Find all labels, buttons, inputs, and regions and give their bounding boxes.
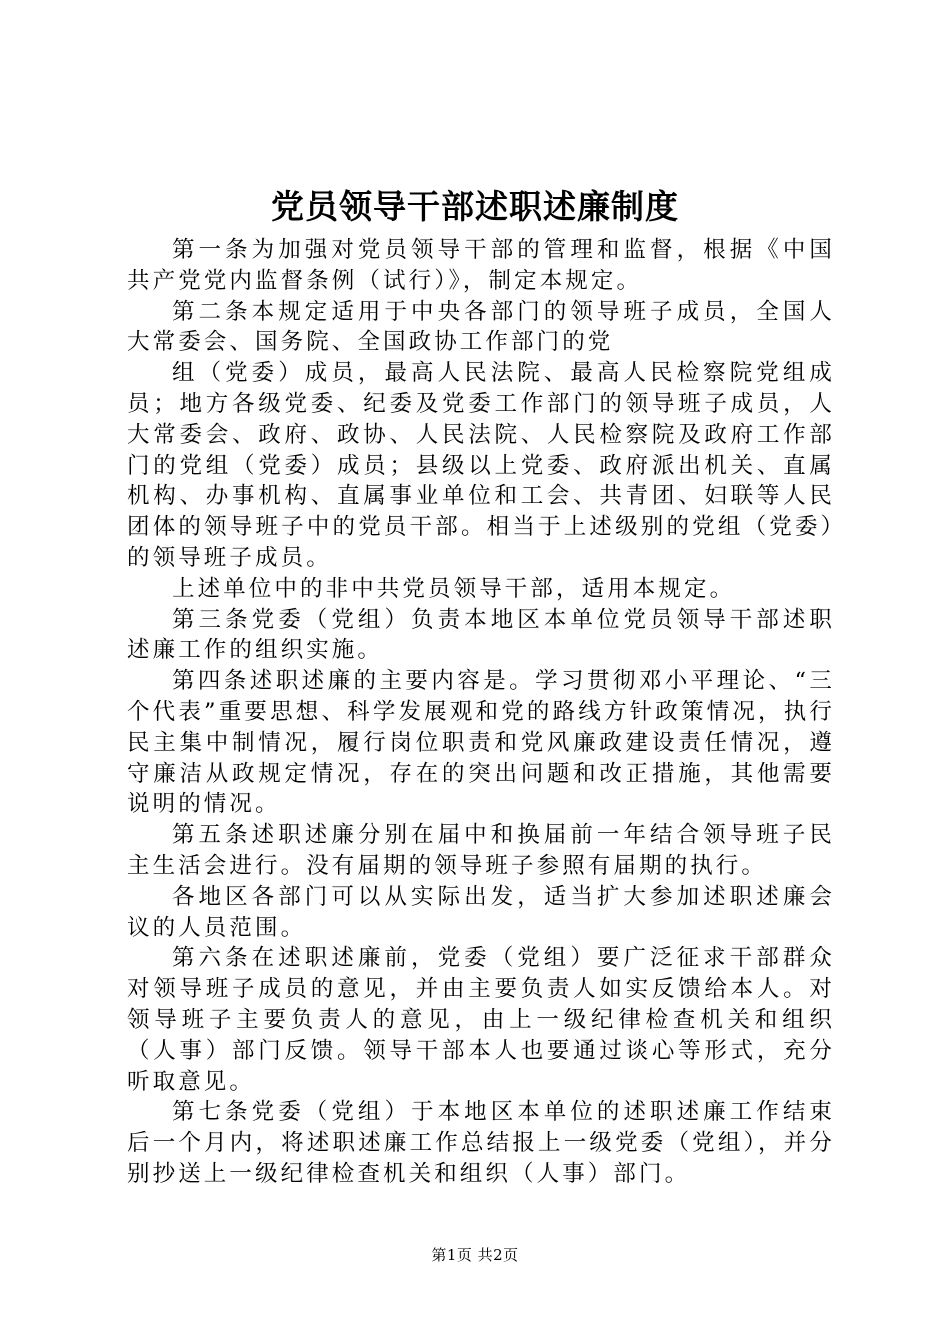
paragraph-article-6: 第六条在述职述廉前，党委（党组）要广泛征求干部群众对领导班子成员的意见，并由主要负责人如实反馈给本人。对领导班子主要负责人的意见，由上一级纪律检查机关和组织（人事）部门反馈。领导干部本人也要通过谈心等形式，充分听取意见。: [127, 945, 835, 1095]
paragraph-article-4: 第四条述职述廉的主要内容是。学习贯彻邓小平理论、“三个代表”重要思想、科学发展观和党的路线方针政策情况，执行民主集中制情况，履行岗位职责和党风廉政建设责任情况，遵守廉洁从政规定情况，存在的突出问题和改正措施，其他需要说明的情况。: [127, 668, 835, 818]
document-title: 党员领导干部述职述廉制度: [271, 187, 679, 226]
paragraph-non-party-leaders: 上述单位中的非中共党员领导干部，适用本规定。: [172, 575, 736, 602]
page-footer: 第1页 共2页: [431, 1246, 519, 1264]
paragraph-article-1: 第一条为加强对党员领导干部的管理和监督，根据《中国共产党党内监督条例（试行）》，制定本规定。: [127, 237, 835, 294]
paragraph-article-2-continued: 组（党委）成员，最高人民法院、最高人民检察院党组成员；地方各级党委、纪委及党委工作部门的领导班子成员，人大常委会、政府、政协、人民法院、人民检察院及政府工作部门的党组（党委）成员；县级以上党委、政府派出机关、直属机构、办事机构、直属事业单位和工会、共青团、妇联等人民团体的领导班子中的党员干部。相当于上述级别的党组（党委）的领导班子成员。: [127, 360, 835, 571]
paragraph-article-3: 第三条党委（党组）负责本地区本单位党员领导干部述职述廉工作的组织实施。: [127, 606, 835, 664]
paragraph-article-7: 第七条党委（党组）于本地区本单位的述职述廉工作结束后一个月内，将述职述廉工作总结报上一级党委（党组），并分别抄送上一级纪律检查机关和组织（人事）部门。: [127, 1099, 835, 1187]
paragraph-meeting-scope: 各地区各部门可以从实际出发，适当扩大参加述职述廉会议的人员范围。: [127, 883, 835, 941]
document-body: [127, 235, 835, 1190]
paragraph-article-2: 第二条本规定适用于中央各部门的领导班子成员，全国人大常委会、国务院、全国政协工作部门的党: [127, 298, 835, 356]
paragraph-article-5: 第五条述职述廉分别在届中和换届前一年结合领导班子民主生活会进行。没有届期的领导班子参照有届期的执行。: [127, 822, 835, 879]
